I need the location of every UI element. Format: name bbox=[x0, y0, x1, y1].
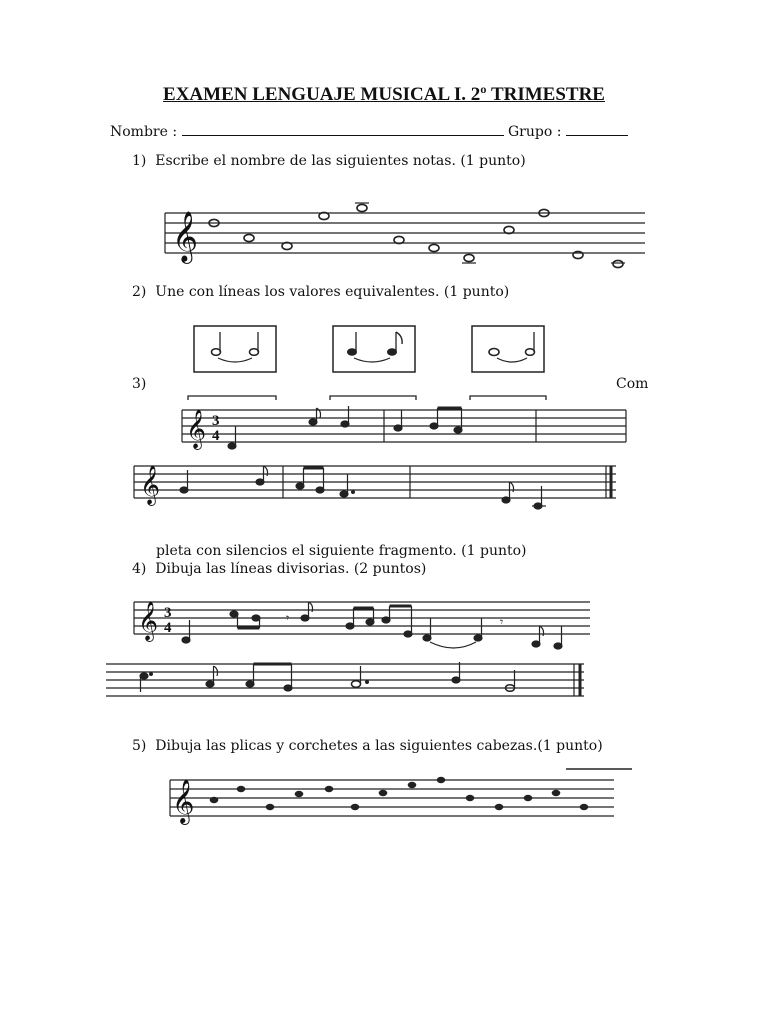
quarter-note bbox=[423, 635, 431, 641]
q4-staves bbox=[100, 590, 620, 730]
group-label: Grupo : bbox=[507, 124, 562, 140]
question-1-number: 1) bbox=[132, 153, 147, 169]
whole-note bbox=[429, 244, 439, 251]
treble-clef-icon: 𝄞 bbox=[186, 409, 207, 449]
note-head bbox=[580, 804, 589, 810]
time-signature-top: 3 bbox=[164, 605, 172, 621]
q1-staff bbox=[160, 196, 650, 272]
question-3-text-start: Com bbox=[616, 376, 649, 392]
question-3-number: 3) bbox=[132, 376, 147, 392]
eighth-rest-icon: 𝄾 bbox=[500, 615, 504, 629]
eighth-note bbox=[366, 619, 374, 625]
name-field[interactable] bbox=[182, 121, 504, 136]
quarter-note bbox=[182, 637, 190, 643]
question-4-number: 4) bbox=[132, 561, 147, 577]
question-2-number: 2) bbox=[132, 284, 147, 300]
whole-note bbox=[613, 260, 623, 267]
quarter-note bbox=[180, 487, 188, 493]
note-head bbox=[408, 782, 417, 788]
dotted-half-note bbox=[352, 681, 361, 688]
time-signature-top: 3 bbox=[212, 413, 220, 429]
note-head bbox=[437, 777, 446, 783]
eighth-rest-icon: 𝄾 bbox=[286, 611, 290, 625]
eighth-note bbox=[246, 681, 254, 687]
treble-clef-icon: 𝄞 bbox=[138, 601, 159, 641]
eighth-note bbox=[346, 623, 354, 629]
question-4-text: Dibuja las líneas divisorias. (2 puntos) bbox=[155, 561, 427, 577]
staff-lines bbox=[165, 213, 645, 253]
value-box-3 bbox=[472, 326, 544, 372]
note-head bbox=[495, 804, 504, 810]
note-head bbox=[210, 797, 219, 803]
eighth-note bbox=[454, 427, 462, 433]
treble-clef-icon: 𝄞 bbox=[140, 465, 161, 505]
quarter-note bbox=[394, 425, 402, 431]
question-1 bbox=[132, 153, 526, 169]
question-2 bbox=[132, 284, 509, 300]
quarter-note bbox=[474, 635, 482, 641]
note-head bbox=[466, 795, 475, 801]
note-head bbox=[552, 790, 561, 796]
eighth-note bbox=[316, 487, 324, 493]
eighth-note bbox=[309, 419, 317, 425]
eighth-note bbox=[256, 479, 264, 485]
eighth-note bbox=[430, 423, 438, 429]
value-box-1 bbox=[194, 326, 276, 372]
quarter-note bbox=[228, 443, 236, 449]
eighth-note bbox=[296, 483, 304, 489]
dotted-quarter-note bbox=[140, 673, 148, 679]
eighth-note bbox=[404, 631, 412, 637]
whole-note bbox=[357, 204, 367, 211]
question-5 bbox=[132, 738, 603, 754]
dotted-quarter-note bbox=[340, 491, 348, 497]
time-signature-bottom: 4 bbox=[164, 620, 172, 636]
quarter-note bbox=[341, 421, 349, 427]
q2-value-boxes bbox=[190, 322, 550, 402]
treble-clef-icon: 𝄞 bbox=[172, 779, 195, 823]
question-4 bbox=[132, 561, 426, 577]
quarter-note bbox=[452, 677, 460, 683]
time-signature-bottom: 4 bbox=[212, 428, 220, 444]
value-box-2 bbox=[333, 326, 415, 372]
note-head bbox=[379, 790, 388, 796]
q3-staves bbox=[96, 396, 666, 526]
eighth-note bbox=[284, 685, 292, 691]
note-head bbox=[325, 786, 334, 792]
note-head bbox=[266, 804, 275, 810]
eighth-note bbox=[382, 617, 390, 623]
treble-clef-icon: 𝄞 bbox=[172, 211, 199, 262]
eighth-note bbox=[502, 497, 510, 503]
eighth-note bbox=[230, 611, 238, 617]
note-head bbox=[351, 804, 360, 810]
question-1-text: Escribe el nombre de las siguientes notas. (1 punto) bbox=[155, 153, 526, 169]
whole-note bbox=[464, 254, 474, 261]
eighth-note bbox=[532, 641, 540, 647]
name-group-row bbox=[110, 121, 628, 140]
question-5-text: Dibuja las plicas y corchetes a las siguientes cabezas.(1 punto) bbox=[155, 738, 603, 754]
note-head bbox=[237, 786, 246, 792]
note-head bbox=[524, 795, 533, 801]
eighth-note bbox=[252, 615, 260, 621]
eighth-note bbox=[301, 615, 309, 621]
q5-staff bbox=[166, 764, 636, 824]
question-5-number: 5) bbox=[132, 738, 147, 754]
group-field[interactable] bbox=[566, 121, 628, 136]
note-head bbox=[295, 791, 304, 797]
eighth-note bbox=[206, 681, 214, 687]
question-2-text: Une con líneas los valores equivalentes. (1 punto) bbox=[155, 284, 510, 300]
name-label: Nombre : bbox=[110, 124, 178, 140]
whole-note bbox=[244, 234, 254, 241]
quarter-note bbox=[554, 643, 562, 649]
exam-title: EXAMEN LENGUAJE MUSICAL I. 2º TRIMESTRE bbox=[163, 84, 605, 105]
question-3-text-end: pleta con silencios el siguiente fragmento. (1 punto) bbox=[156, 543, 527, 559]
tie bbox=[430, 642, 476, 648]
